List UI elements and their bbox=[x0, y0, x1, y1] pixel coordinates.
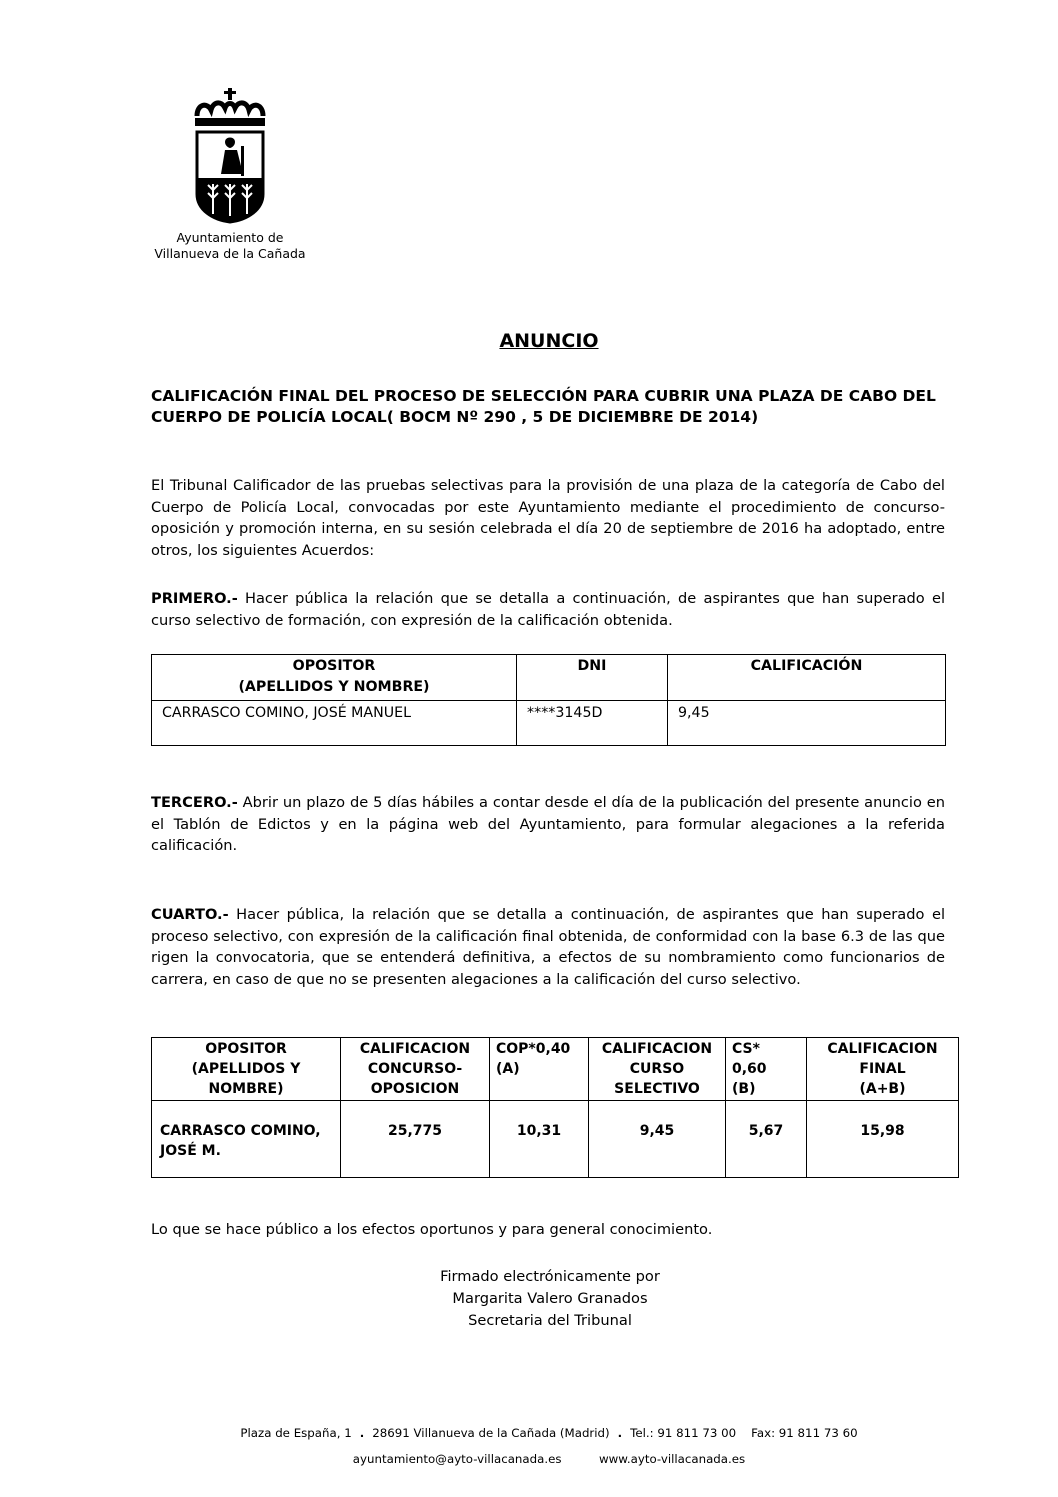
signature-block bbox=[390, 1266, 710, 1332]
logo-line-2: Villanueva de la Cañada bbox=[154, 246, 306, 261]
cell-cop: 10,31 bbox=[490, 1101, 589, 1178]
header-opositor bbox=[152, 1038, 341, 1101]
header-line: CONCURSO- bbox=[367, 1061, 463, 1077]
header-opositor-line-1: OPOSITOR bbox=[292, 658, 376, 674]
cell-dni: ****3145D bbox=[517, 701, 668, 746]
table-primero bbox=[151, 654, 946, 746]
table-row bbox=[152, 1101, 959, 1178]
cell-name-line-1: CARRASCO COMINO, bbox=[160, 1123, 321, 1139]
header-line: COP*0,40 bbox=[496, 1041, 571, 1057]
logo bbox=[150, 86, 310, 262]
footer-separator: . bbox=[617, 1426, 623, 1440]
header-line: CURSO bbox=[629, 1061, 685, 1077]
primero-label: PRIMERO.- bbox=[151, 590, 238, 607]
header-line: (APELLIDOS Y bbox=[191, 1061, 301, 1077]
header-concurso bbox=[341, 1038, 490, 1101]
table-cuarto bbox=[151, 1037, 959, 1178]
cell-name bbox=[152, 1101, 341, 1178]
page-title: ANUNCIO bbox=[499, 330, 599, 352]
logo-text bbox=[150, 230, 310, 262]
header-final bbox=[807, 1038, 959, 1101]
logo-line-1: Ayuntamiento de bbox=[176, 230, 284, 245]
tercero-text: Abrir un plazo de 5 días hábiles a contar desde el día de la publicación del presente anuncio en el Tablón de Edictos y en la página web del Ayuntamiento, para formular alegaciones a la referida calificación. bbox=[151, 794, 945, 854]
table-header-row bbox=[152, 655, 946, 701]
header-line: (A) bbox=[496, 1061, 520, 1077]
signature-line-1: Firmado electrónicamente por bbox=[440, 1268, 660, 1285]
header-cs bbox=[726, 1038, 807, 1101]
header-opositor bbox=[152, 655, 517, 701]
closing-text: Lo que se hace público a los efectos oportunos y para general conocimiento. bbox=[151, 1221, 713, 1238]
cuarto-paragraph bbox=[151, 904, 945, 990]
header-line: CALIFICACION bbox=[601, 1041, 713, 1057]
primero-text: Hacer pública la relación que se detalla a continuación, de aspirantes que han superado el curso selectivo de formación, con expresión de la calificación obtenida. bbox=[151, 590, 945, 629]
intro-paragraph: El Tribunal Calificador de las pruebas selectivas para la provisión de una plaza de la categoría de Cabo del Cuerpo de Policía Local, convocadas por este Ayuntamiento mediante el procedimiento de concurso-oposición y promoción interna, en su sesión celebrada el día 20 de septiembre de 2016 ha adoptado, entre otros, los siguientes Acuerdos: bbox=[151, 477, 945, 559]
municipal-coat-of-arms-icon bbox=[185, 86, 275, 224]
footer-website-link[interactable]: www.ayto-villacanada.es bbox=[599, 1452, 746, 1466]
cell-name-line-2: JOSÉ M. bbox=[160, 1143, 221, 1159]
table-row bbox=[152, 701, 946, 746]
header-curso bbox=[589, 1038, 726, 1101]
header-cop bbox=[490, 1038, 589, 1101]
header-line: FINAL bbox=[859, 1061, 906, 1077]
cell-score: 9,45 bbox=[668, 701, 946, 746]
cuarto-text: Hacer pública, la relación que se detalla a continuación, de aspirantes que han superado el proceso selectivo, con expresión de la calificación final obtenida, de conformidad con la base 6.3 de las que rigen la convocatoria, que se entenderá definitiva, a efectos de su nombramiento como funcionarios de carrera, en caso de que no se presenten alegaciones a la calificación del curso selectivo. bbox=[151, 906, 945, 988]
header-line: NOMBRE) bbox=[208, 1081, 284, 1097]
header-dni: DNI bbox=[517, 655, 668, 701]
header-line: CALIFICACION bbox=[827, 1041, 938, 1057]
table-header-row bbox=[152, 1038, 959, 1101]
document-subtitle: CALIFICACIÓN FINAL DEL PROCESO DE SELECCIÓN PARA CUBRIR UNA PLAZA DE CABO DEL CUERPO DE POLICÍA LOCAL( BOCM Nº 290 , 5 DE DICIEMBRE DE 2014) bbox=[151, 387, 936, 426]
header-line: CALIFICACION bbox=[359, 1041, 471, 1057]
cell-cs: 5,67 bbox=[726, 1101, 807, 1178]
cell-final: 15,98 bbox=[807, 1101, 959, 1178]
cell-concurso: 25,775 bbox=[341, 1101, 490, 1178]
header-line: OPOSITOR bbox=[205, 1041, 287, 1057]
footer-fax: Fax: 91 811 73 60 bbox=[751, 1426, 858, 1440]
header-line: 0,60 bbox=[732, 1061, 767, 1077]
signature-role: Secretaria del Tribunal bbox=[468, 1312, 632, 1329]
tercero-label: TERCERO.- bbox=[151, 794, 238, 811]
footer-email-link[interactable]: ayuntamiento@ayto-villacanada.es bbox=[352, 1452, 562, 1466]
header-line: (A+B) bbox=[859, 1081, 906, 1097]
tercero-paragraph bbox=[151, 792, 945, 857]
primero-paragraph bbox=[151, 588, 945, 631]
footer-web bbox=[0, 1452, 1058, 1466]
footer-address: Plaza de España, 1 bbox=[240, 1426, 352, 1440]
footer-separator: . bbox=[359, 1426, 365, 1440]
footer-contact bbox=[0, 1426, 1058, 1440]
cell-name: CARRASCO COMINO, JOSÉ MANUEL bbox=[152, 701, 517, 746]
header-line: (B) bbox=[732, 1081, 756, 1097]
cell-curso: 9,45 bbox=[589, 1101, 726, 1178]
header-calificacion: CALIFICACIÓN bbox=[668, 655, 946, 701]
header-line: OPOSICION bbox=[370, 1081, 460, 1097]
header-opositor-line-2: (APELLIDOS Y NOMBRE) bbox=[238, 679, 430, 695]
signature-name: Margarita Valero Granados bbox=[452, 1290, 648, 1307]
footer-postal: 28691 Villanueva de la Cañada (Madrid) bbox=[372, 1426, 610, 1440]
cuarto-label: CUARTO.- bbox=[151, 906, 229, 923]
header-line: SELECTIVO bbox=[614, 1081, 700, 1097]
header-line: CS* bbox=[732, 1041, 760, 1057]
footer-tel: Tel.: 91 811 73 00 bbox=[630, 1426, 737, 1440]
